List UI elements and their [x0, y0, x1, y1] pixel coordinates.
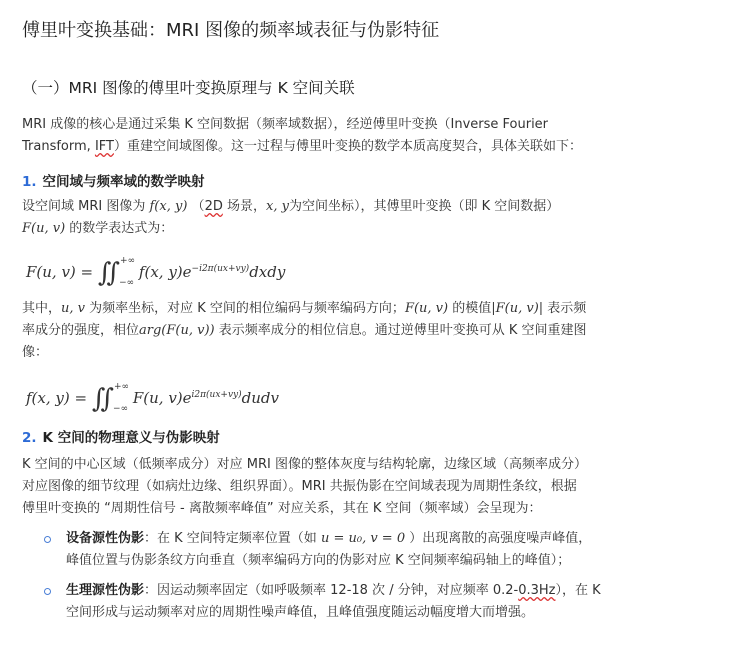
intro-line-2	[22, 136, 702, 158]
kspace-line-3: 傅里叶变换的 “周期性信号 - 离散频率峰值” 对应关系，其在 K 空间（频率域）会呈现为：	[22, 501, 542, 516]
formula-differential: dxdy	[249, 263, 286, 281]
subsection-number: 2.	[22, 430, 37, 446]
math-fxy: f(x, y)	[149, 199, 188, 214]
math-fuv: F(u, v)	[22, 221, 66, 236]
intro-text: ）重建空间域图像。这一过程与傅里叶变换的数学本质高度契合，具体关联如下：	[113, 139, 582, 154]
text: 率成分的强度，相位	[22, 323, 140, 338]
list-line-1	[66, 531, 591, 546]
math-arg: arg(F(u, v))	[139, 323, 215, 338]
text: 表示频	[547, 301, 587, 316]
bullet-circle-icon	[44, 588, 51, 595]
text: 场景，	[222, 199, 266, 214]
text: 设空间域 MRI 图像为	[22, 199, 146, 214]
formula-lhs: f(x, y) =	[26, 389, 88, 407]
math-uv: u, v	[61, 301, 85, 316]
explanation-line-1	[22, 298, 702, 320]
math-inline: u = u₀, v = 0	[320, 531, 406, 546]
explanation-paragraph	[22, 298, 702, 364]
formula-body: f(x, y)e	[138, 263, 192, 281]
spellcheck-word: 2D	[204, 199, 223, 214]
double-integral-symbol: ∬	[97, 258, 121, 288]
subsection-title: 空间域与频率域的数学映射	[42, 174, 205, 190]
fourier-transform-formula	[26, 254, 286, 288]
list-item	[44, 528, 684, 572]
list-item-label: 设备源性伪影	[66, 531, 145, 546]
double-integral-symbol: ∬	[91, 384, 114, 414]
list-line-2: 峰值位置与伪影条纹方向垂直（频率编码方向的伪影对应 K 空间频率编码轴上的峰值）；	[66, 553, 571, 568]
text: 的模值	[452, 301, 492, 316]
mapping-line-2	[22, 218, 702, 240]
text: （	[191, 199, 205, 214]
mapping-paragraph	[22, 196, 702, 240]
math-xy: x, y	[265, 199, 289, 214]
intro-paragraph	[22, 114, 702, 158]
list-item	[44, 580, 684, 624]
text: 的数学表达式为：	[69, 221, 174, 236]
explanation-line-2	[22, 320, 702, 342]
math-fuv: F(u, v)	[404, 301, 449, 316]
text: 为频率坐标，对应 K 空间的相位编码与频率编码方向；	[89, 301, 405, 316]
formula-lhs: F(u, v) =	[26, 263, 94, 281]
spellcheck-word: IFT	[94, 139, 114, 154]
text: ），在 K	[555, 583, 601, 598]
list-item-label: 生理源性伪影	[66, 583, 145, 598]
lower-limit: −∞	[119, 278, 135, 288]
list-line-1	[66, 583, 601, 598]
list-item-text	[66, 580, 684, 624]
text: 其中，	[22, 301, 62, 316]
formula-exponent: −i2π(ux+vy)	[191, 264, 250, 274]
text: 表示频率成分的相位信息。通过逆傅里叶变换可从 K 空间重建图	[218, 323, 587, 338]
page-title: 傅里叶变换基础：MRI 图像的频率域表征与伪影特征	[22, 20, 440, 41]
kspace-line-2: 对应图像的细节纹理（如病灶边缘、组织界面）。MRI 共振伪影在空间域表现为周期性条纹，根据	[22, 479, 577, 494]
text: ）出现离散的高强度噪声峰值，	[409, 531, 592, 546]
subsection-heading-1	[22, 170, 205, 190]
subsection-heading-2	[22, 426, 220, 446]
formula-exponent: i2π(ux+vy)	[191, 390, 242, 400]
text: ：在 K 空间特定频率位置（如	[144, 531, 317, 546]
kspace-paragraph	[22, 454, 702, 520]
bullet-circle-icon	[44, 536, 51, 543]
explanation-line-3: 像：	[22, 345, 49, 360]
list-item-text	[66, 528, 684, 572]
intro-line-1: MRI 成像的核心是通过采集 K 空间数据（频率域数据），经逆傅里叶变换（Inverse Fourier	[22, 117, 549, 132]
subsection-title: K 空间的物理意义与伪影映射	[42, 430, 220, 446]
intro-text: Transform,	[22, 139, 95, 154]
text: 为空间坐标），其傅里叶变换（即 K 空间数据）	[288, 199, 560, 214]
spellcheck-word: 0.3Hz	[518, 583, 556, 598]
kspace-line-1: K 空间的中心区域（低频率成分）对应 MRI 图像的整体灰度与结构轮廓，边缘区域（高频率成分）	[22, 457, 588, 472]
list-line-2: 空间形成与运动频率对应的周期性噪声峰值，且峰值强度随运动幅度增大而增强。	[66, 605, 535, 620]
subsection-number: 1.	[22, 174, 37, 190]
mapping-line-1	[22, 196, 702, 218]
section-heading: （一）MRI 图像的傅里叶变换原理与 K 空间关联	[22, 79, 355, 97]
upper-limit: +∞	[113, 382, 130, 392]
formula-differential: dudv	[241, 389, 279, 407]
math-abs: |F(u, v)|	[491, 301, 544, 316]
inverse-transform-formula	[26, 380, 279, 414]
text: ：因运动频率固定（如呼吸频率 12-18 次 / 分钟，对应频率 0.2-	[144, 583, 519, 598]
upper-limit: +∞	[120, 256, 136, 266]
formula-body: F(u, v)e	[132, 389, 192, 407]
lower-limit: −∞	[113, 404, 129, 414]
